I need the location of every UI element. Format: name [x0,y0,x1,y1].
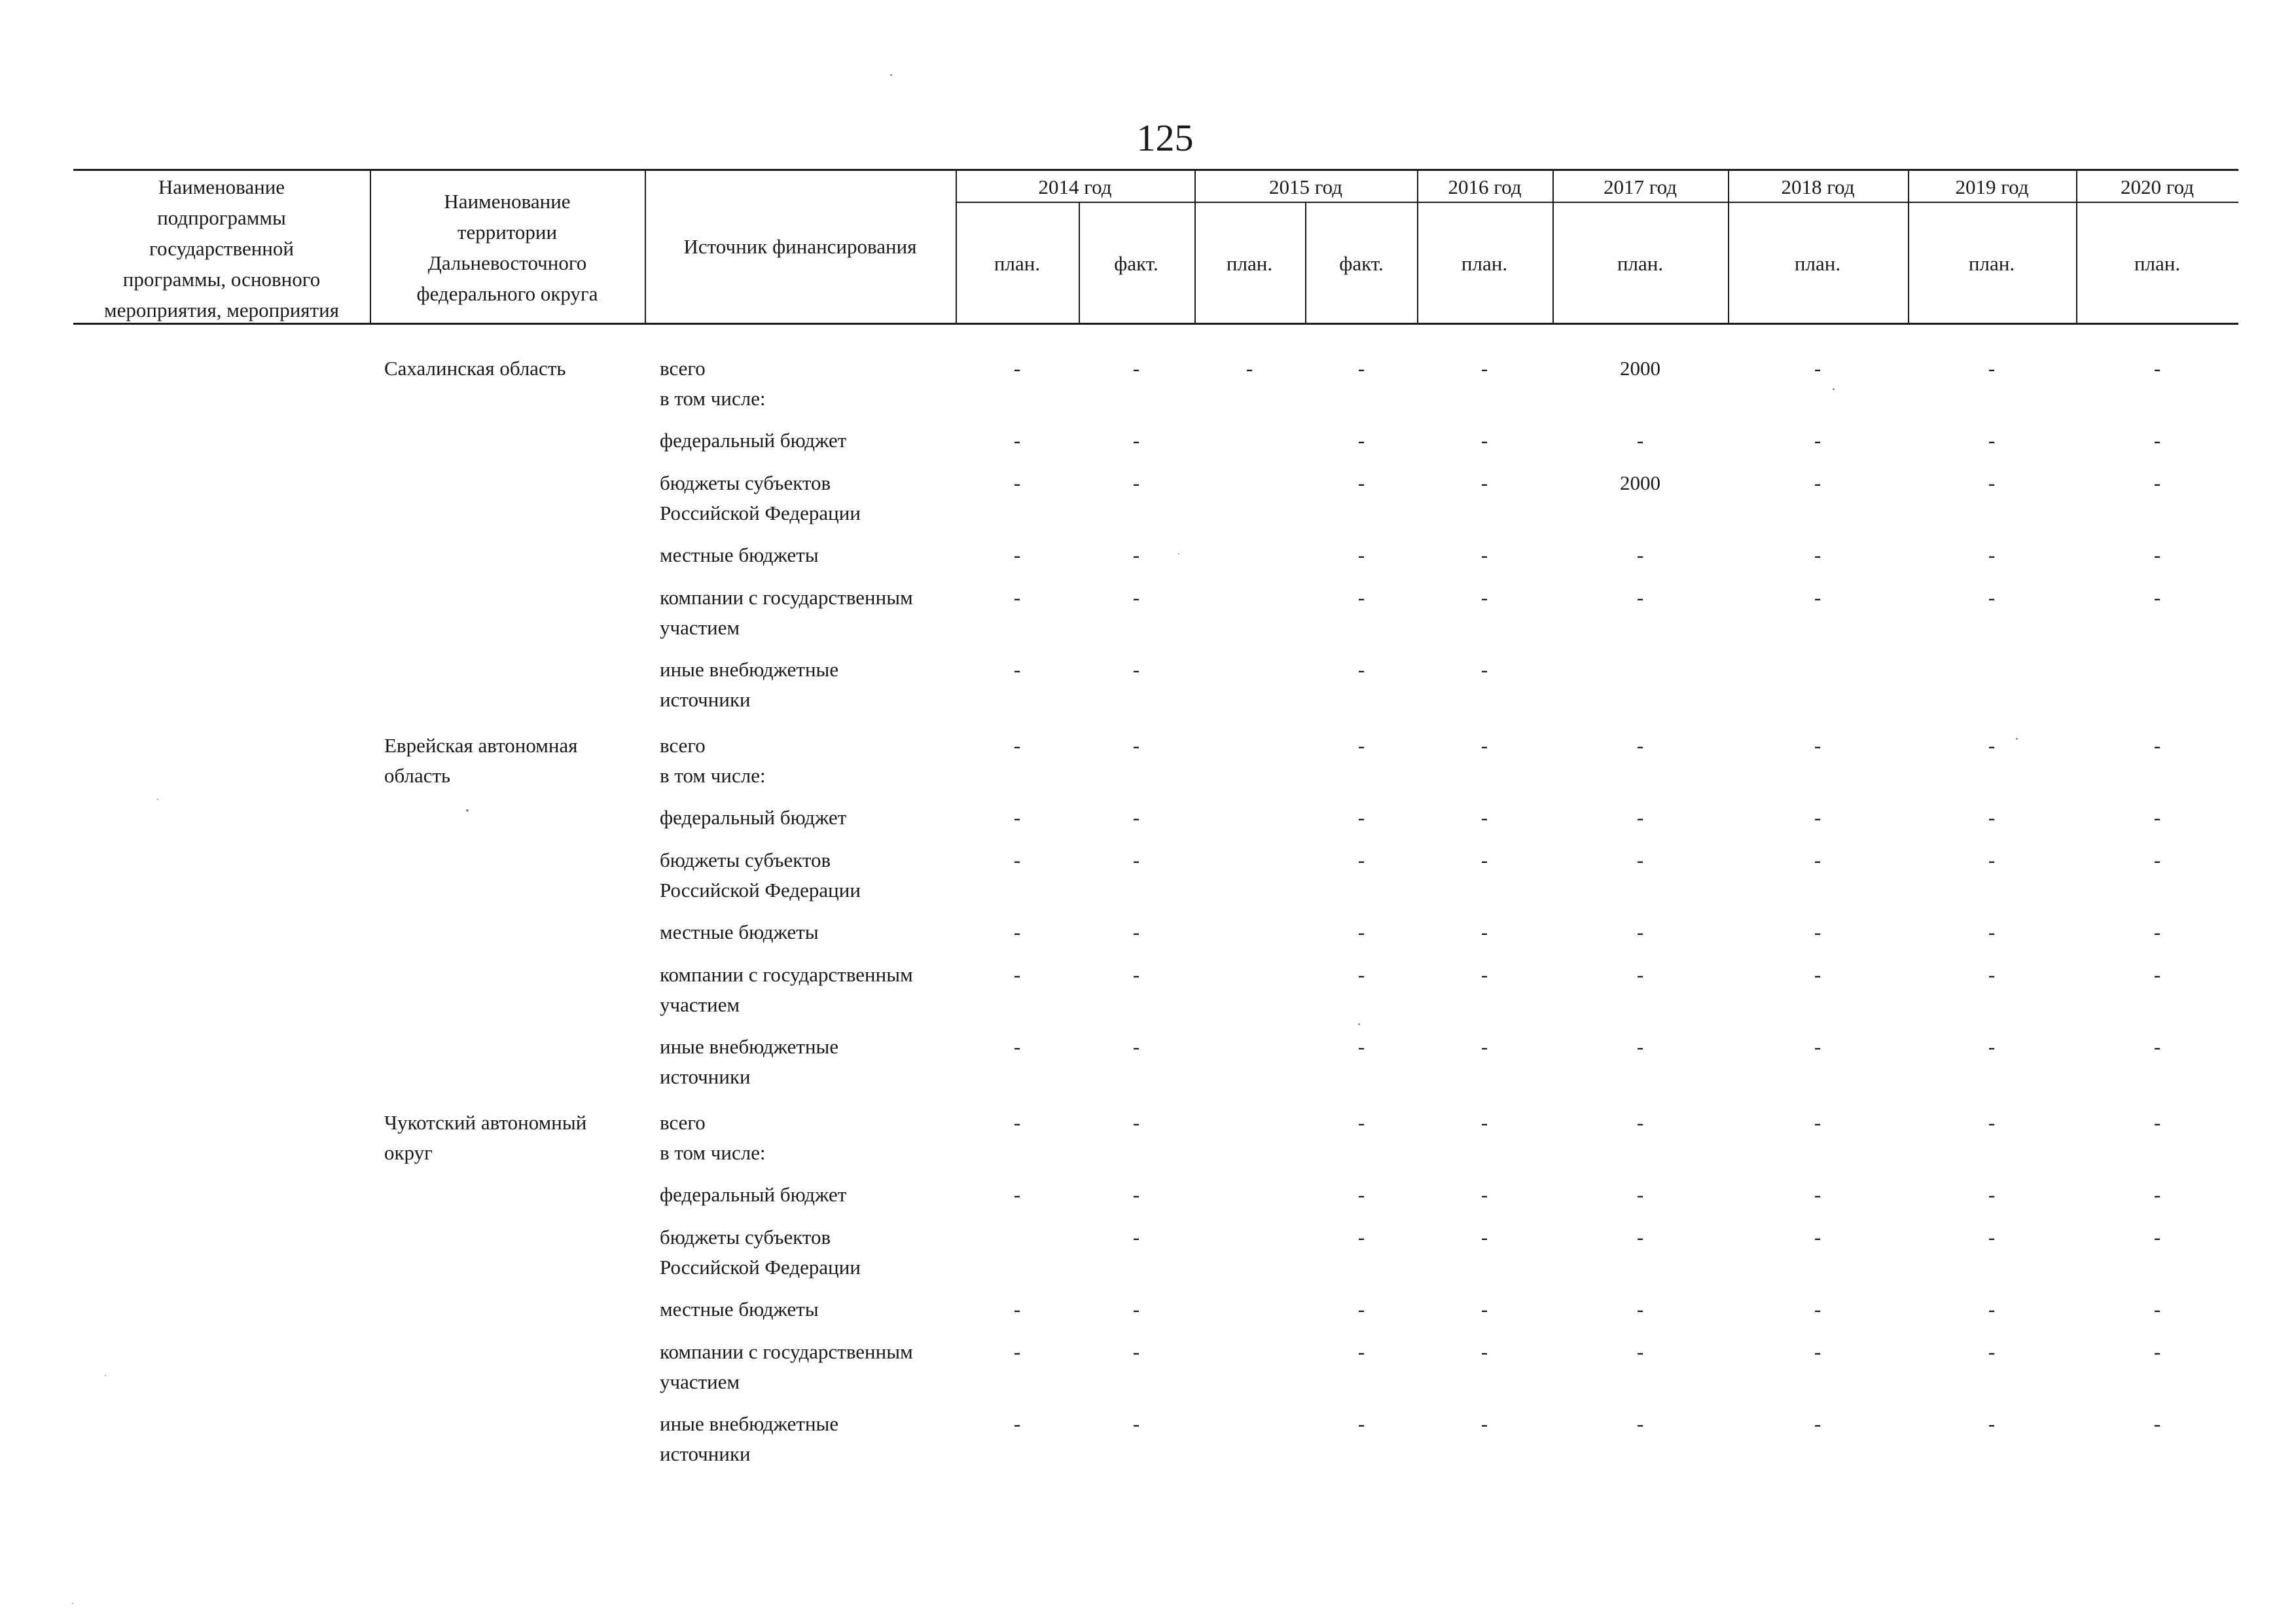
header-year: 2015 год [1268,175,1343,198]
header-territory-line: территории [457,221,558,244]
value-cell: - [1636,429,1644,452]
territory-name-line: округ [384,1141,433,1164]
value-cell: - [1988,848,1996,871]
funding-source-line: бюджеты субъектов [660,471,831,494]
value-cell: - [1988,1183,1996,1206]
territory-name [384,354,620,384]
value-cell: - [1480,357,1488,380]
value-cell: - [1814,471,1821,494]
funding-source [660,1108,766,1168]
value-cell: - [1132,471,1140,494]
funding-source-line: местные бюджеты [660,921,819,943]
header-territory [370,186,645,309]
funding-source-line: участием [660,616,740,639]
header-fact: факт. [1339,252,1384,275]
funding-source-line: местные бюджеты [660,543,819,566]
value-cell: - [2153,1035,2161,1058]
value-cell: - [1636,734,1644,757]
value-cell: - [1013,1035,1021,1058]
funding-source-line: Российской Федерации [660,501,861,524]
value-cell: - [1480,543,1488,566]
value-cell: 2000 [1620,357,1660,380]
value-cell: - [1480,1035,1488,1058]
value-cell: - [1357,658,1365,681]
value-cell: - [1357,586,1365,609]
header-territory-line: федерального округа [416,282,598,305]
value-cell: - [1357,429,1365,452]
value-cell: - [2153,1298,2161,1321]
scan-speck [2016,738,2018,740]
value-cell: - [1988,543,1996,566]
value-cell: - [1480,1340,1488,1363]
value-cell: - [1988,1226,1996,1249]
value-cell: - [1132,357,1140,380]
value-cell: - [2153,1340,2161,1363]
value-cell: - [1013,471,1021,494]
value-cell: - [1636,848,1644,871]
funding-source-line: федеральный бюджет [660,806,847,829]
funding-source [660,426,846,456]
value-cell: - [1988,1035,1996,1058]
value-cell: - [1636,921,1644,943]
territory-name-line: Еврейская автономная [384,734,578,757]
funding-source [660,803,846,833]
header-plan: план. [1794,252,1841,275]
header-year: 2018 год [1781,175,1855,198]
funding-source [660,1294,819,1324]
funding-source [660,1180,846,1210]
header-year: 2016 год [1448,175,1522,198]
value-cell: - [1357,357,1365,380]
header-program-line: подпрограммы [157,206,286,229]
scan-speck [105,1375,106,1376]
value-cell: - [1132,1035,1140,1058]
value-cell: - [1636,543,1644,566]
funding-source [660,540,819,570]
funding-source-line: всего [660,1111,706,1134]
value-cell: - [1013,586,1021,609]
value-cell: - [1814,543,1821,566]
value-cell: - [1013,806,1021,829]
value-cell: - [1636,1226,1644,1249]
header-plan: план. [1617,252,1664,275]
value-cell: - [1814,1035,1821,1058]
value-cell: - [1357,1226,1365,1249]
value-cell: - [1013,1111,1021,1134]
value-cell: - [2153,357,2161,380]
header-source: Источник финансирования [683,235,917,258]
funding-source [660,845,861,905]
header-year: 2014 год [1038,175,1112,198]
value-cell: - [1636,1183,1644,1206]
value-cell: - [1357,1298,1365,1321]
value-cell: 2000 [1620,471,1660,494]
value-cell: - [1988,806,1996,829]
header-program-line: государственной [149,237,294,260]
value-cell: - [1480,734,1488,757]
funding-source-line: федеральный бюджет [660,1183,847,1206]
funding-source [660,960,913,1020]
header-program [73,172,370,325]
header-plan: план. [2134,252,2181,275]
scan-speck [890,74,892,76]
value-cell: - [1988,963,1996,986]
value-cell: - [1480,1183,1488,1206]
value-cell: - [1357,963,1365,986]
territory-name-line: Сахалинская область [384,357,566,380]
value-cell: - [1814,1226,1821,1249]
header-year: 2020 год [2120,175,2195,198]
funding-source [660,1222,861,1283]
value-cell: - [2153,1412,2161,1435]
scan-speck [72,1603,73,1604]
value-cell: - [1988,357,1996,380]
funding-source [660,731,766,791]
value-cell: - [2153,586,2161,609]
funding-source-line: всего [660,357,706,380]
value-cell: - [1988,1412,1996,1435]
scan-speck [1178,553,1179,555]
value-cell: - [1480,1226,1488,1249]
value-cell: - [1480,1412,1488,1435]
value-cell: - [1357,1035,1365,1058]
value-cell: - [1132,1340,1140,1363]
value-cell: - [1132,921,1140,943]
value-cell: - [1814,429,1821,452]
value-cell: - [1132,658,1140,681]
value-cell: - [1132,1412,1140,1435]
header-plan: план. [1461,252,1508,275]
header-top-rule [73,169,2238,171]
value-cell: - [1480,429,1488,452]
value-cell: - [1132,1298,1140,1321]
value-cell: - [1636,1111,1644,1134]
value-cell: - [1480,806,1488,829]
value-cell: - [2153,1226,2161,1249]
header-plan: план. [1968,252,2015,275]
funding-source-line: Российской Федерации [660,1256,861,1279]
header-plan: план. [994,252,1041,275]
value-cell: - [1013,1340,1021,1363]
territory-name-line: область [384,764,451,787]
value-cell: - [1132,543,1140,566]
value-cell: - [1357,543,1365,566]
value-cell: - [1013,1412,1021,1435]
value-cell: - [1480,586,1488,609]
value-cell: - [1636,806,1644,829]
value-cell: - [1814,963,1821,986]
funding-source-line: местные бюджеты [660,1298,819,1321]
value-cell: - [1132,1111,1140,1134]
value-cell: - [1132,734,1140,757]
funding-source-line: компании с государственным [660,963,913,986]
value-cell: - [1132,586,1140,609]
value-cell: - [1357,1111,1365,1134]
value-cell: - [1246,357,1253,380]
header-fact: факт. [1114,252,1158,275]
header-program-line: мероприятия, мероприятия [104,299,339,321]
value-cell: - [1357,921,1365,943]
funding-source [660,468,861,528]
funding-source-line: всего [660,734,706,757]
value-cell: - [1480,658,1488,681]
value-cell: - [1814,734,1821,757]
value-cell: - [1814,1298,1821,1321]
funding-source-line: федеральный бюджет [660,429,847,452]
value-cell: - [1357,1340,1365,1363]
header-territory-line: Наименование [444,190,571,213]
value-cell: - [1814,586,1821,609]
value-cell: - [1132,1226,1140,1249]
value-cell: - [1814,1111,1821,1134]
value-cell: - [1357,806,1365,829]
value-cell: - [1814,806,1821,829]
funding-source-line: в том числе: [660,1141,766,1164]
value-cell: - [2153,734,2161,757]
header-program-line: программы, основного [122,268,321,291]
territory-name [384,1108,620,1168]
value-cell: - [2153,963,2161,986]
value-cell: - [1988,429,1996,452]
header-year: 2019 год [1955,175,2029,198]
page-number: 125 [1136,117,1194,159]
funding-source-line: участием [660,1370,740,1393]
scan-speck [157,799,158,800]
value-cell: - [1814,357,1821,380]
value-cell: - [1988,586,1996,609]
funding-source [660,583,913,643]
scan-speck [1833,388,1835,390]
value-cell: - [1988,921,1996,943]
value-cell: - [1013,1298,1021,1321]
funding-source-line: в том числе: [660,387,766,410]
value-cell: - [1013,543,1021,566]
value-cell: - [1357,734,1365,757]
value-cell: - [1132,429,1140,452]
funding-source-line: компании с государственным [660,1340,913,1363]
value-cell: - [1357,1183,1365,1206]
value-cell: - [1480,1298,1488,1321]
funding-source-line: компании с государственным [660,586,913,609]
funding-source-line: иные внебюджетные [660,1035,839,1058]
funding-source [660,1409,838,1469]
value-cell: - [1814,1340,1821,1363]
funding-source-line: Российской Федерации [660,879,861,902]
funding-source [660,917,819,947]
funding-source-line: участием [660,993,740,1016]
value-cell: - [1988,471,1996,494]
funding-source [660,655,838,715]
value-cell: - [1132,1183,1140,1206]
value-cell: - [2153,806,2161,829]
value-cell: - [1013,357,1021,380]
funding-source-line: бюджеты субъектов [660,1226,831,1249]
value-cell: - [2153,848,2161,871]
value-cell: - [2153,1183,2161,1206]
funding-source-line: иные внебюджетные [660,1412,839,1435]
value-cell: - [1132,806,1140,829]
territory-name-line: Чукотский автономный [384,1111,587,1134]
value-cell: - [1480,921,1488,943]
value-cell: - [1636,1412,1644,1435]
value-cell: - [2153,921,2161,943]
scan-speck [1358,1023,1360,1025]
header-territory-line: Дальневосточного [427,251,587,274]
value-cell: - [1814,921,1821,943]
value-cell: - [1988,1340,1996,1363]
funding-source-line: иные внебюджетные [660,658,839,681]
funding-source-line: источники [660,688,751,711]
value-cell: - [1357,848,1365,871]
scan-speck [466,809,469,812]
value-cell: - [1013,429,1021,452]
header-plan: план. [1226,252,1273,275]
value-cell: - [1013,1183,1021,1206]
territory-name [384,731,620,791]
funding-source [660,1032,838,1092]
value-cell: - [1988,1111,1996,1134]
funding-source [660,354,766,414]
value-cell: - [1480,471,1488,494]
value-cell: - [1814,848,1821,871]
value-cell: - [1357,1412,1365,1435]
value-cell: - [1357,471,1365,494]
value-cell: - [1013,963,1021,986]
funding-source-line: источники [660,1442,751,1465]
header-year: 2017 год [1603,175,1677,198]
value-cell: - [2153,471,2161,494]
value-cell: - [1814,1412,1821,1435]
value-cell: - [1814,1183,1821,1206]
value-cell: - [1013,734,1021,757]
funding-source-line: бюджеты субъектов [660,848,831,871]
value-cell: - [2153,1111,2161,1134]
value-cell: - [1013,658,1021,681]
value-cell: - [1636,1340,1644,1363]
value-cell: - [1480,848,1488,871]
value-cell: - [1636,963,1644,986]
value-cell: - [1013,921,1021,943]
value-cell: - [1132,848,1140,871]
value-cell: - [1636,1035,1644,1058]
value-cell: - [1132,963,1140,986]
value-cell: - [1636,586,1644,609]
funding-source-line: в том числе: [660,764,766,787]
funding-source-line: источники [660,1065,751,1088]
value-cell: - [2153,543,2161,566]
value-cell: - [1013,848,1021,871]
value-cell: - [1480,963,1488,986]
value-cell: - [2153,429,2161,452]
value-cell: - [1480,1111,1488,1134]
funding-source [660,1337,913,1397]
header-program-line: Наименование [158,175,285,198]
header-bottom-rule [73,323,2238,325]
value-cell: - [1988,1298,1996,1321]
value-cell: - [1988,734,1996,757]
value-cell: - [1636,1298,1644,1321]
